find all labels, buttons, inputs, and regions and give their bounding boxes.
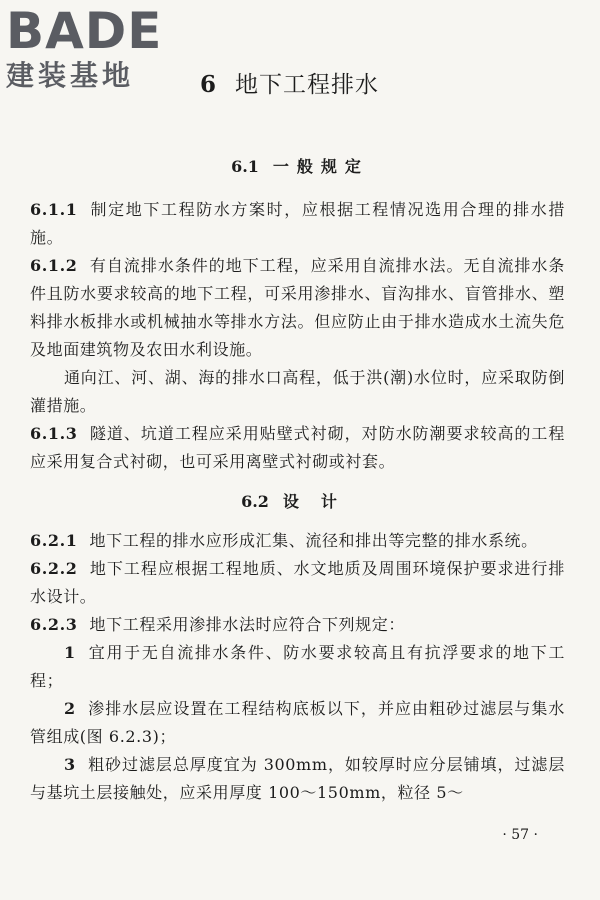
list-item [30,695,565,751]
clause-paragraph [30,252,565,364]
section-number: 6.1 [231,157,259,176]
clause-number: 6.2.2 [30,559,78,578]
chapter-title-text: 地下工程排水 [235,72,380,98]
clause-text: 有自流排水条件的地下工程，应采用自流排水法。无自流排水条件且防水要求较高的地下工程，可采用渗排水、盲沟排水、盲管排水、塑料排水板排水或机械抽水等排水方法。但应防止由于排水造成水土流失危及地面建筑物及农田水利设施。 [30,256,565,359]
item-text: 渗排水层应设置在工程结构底板以下，并应由粗砂过滤层与集水管组成(图 6.2.3)； [30,699,565,746]
clause-paragraph [30,527,565,555]
body-paragraph [30,364,565,420]
item-number: 3 [64,755,76,774]
clause-paragraph [30,555,565,611]
chapter-title [200,70,430,100]
clause-text: 制定地下工程防水方案时，应根据工程情况选用合理的排水措施。 [30,200,565,247]
clause-text: 地下工程采用渗排水法时应符合下列规定： [89,615,405,634]
item-text: 粗砂过滤层总厚度宜为 300mm，如较厚时应分层铺填，过滤层与基坑土层接触处，应采用厚度 100～150mm，粒径 5～ [30,755,565,802]
section-body [30,527,565,807]
clause-paragraph [30,196,565,252]
page-number: · 57 · [502,827,538,843]
section-title [0,491,600,513]
clause-number: 6.1.2 [30,256,78,275]
section-title-text: 设计 [282,492,359,511]
list-item [30,639,565,695]
clause-text: 地下工程应根据工程地质、水文地质及周围环境保护要求进行排水设计。 [30,559,565,606]
section-title [0,156,600,178]
clause-number: 6.2.1 [30,531,78,550]
logo-text: 建装基地 [6,59,135,92]
clause-number: 6.2.3 [30,615,78,634]
paragraph-text: 通向江、河、湖、海的排水口高程，低于洪(潮)水位时，应采取防倒灌措施。 [30,368,565,415]
logo-mark: BADE [6,2,163,60]
section-body [30,196,565,476]
clause-text: 隧道、坑道工程应采用贴壁式衬砌，对防水防潮要求较高的工程应采用复合式衬砌，也可采用离壁式衬砌或衬套。 [30,424,565,471]
bade-logo [6,4,176,92]
chapter-number: 6 [200,71,218,98]
section-title-text: 一般规定 [272,157,369,176]
section-number: 6.2 [241,492,269,511]
clause-paragraph [30,611,565,639]
list-item [30,751,565,807]
clause-paragraph [30,420,565,476]
item-number: 1 [64,643,76,662]
item-text: 宜用于无自流排水条件、防水要求较高且有抗浮要求的地下工程； [30,643,565,690]
clause-text: 地下工程的排水应形成汇集、流径和排出等完整的排水系统。 [89,531,538,550]
clause-number: 6.1.3 [30,424,78,443]
item-number: 2 [64,699,76,718]
clause-number: 6.1.1 [30,200,78,219]
